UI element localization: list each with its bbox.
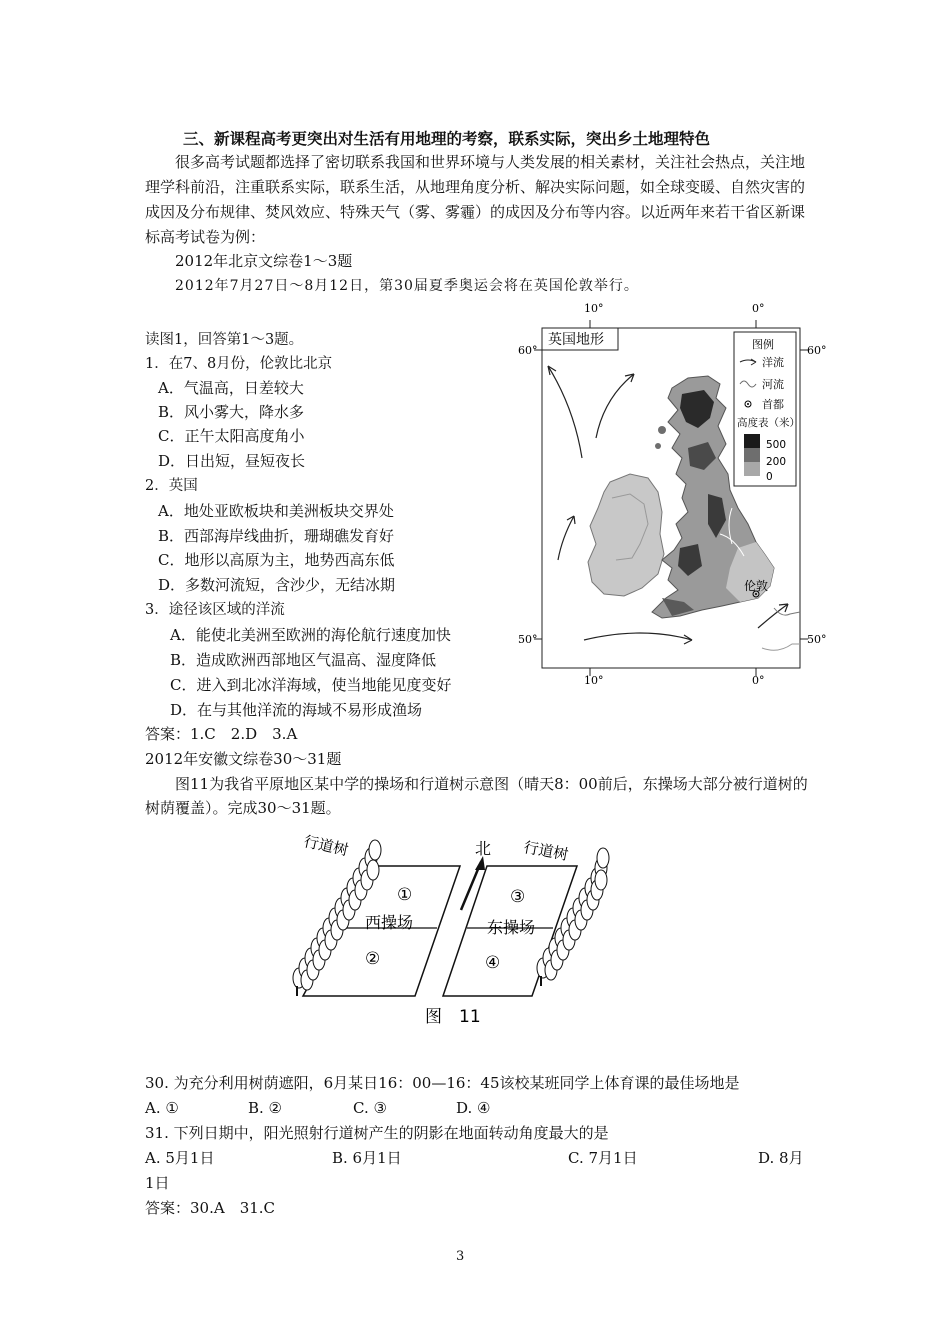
capital-label: 伦敦 (744, 579, 769, 593)
q2-option-a: A．地处亚欧板块和美洲板块交界处 (158, 502, 394, 520)
west-field-label: 西操场 (365, 913, 414, 932)
q30-option-c: C. ③ (353, 1099, 387, 1117)
legend-elev-low: 0 (766, 471, 773, 483)
zone-3-label: ③ (510, 887, 526, 907)
zone-4-label: ④ (485, 953, 501, 973)
q2-stem: 2．英国 (145, 478, 198, 494)
q3-option-c: C．进入到北冰洋海域，使当地能见度变好 (170, 676, 452, 694)
q31-option-b: B. 6月1日 (332, 1149, 402, 1167)
legend-elev-high: 500 (766, 439, 787, 451)
q31-option-d-wrap: 1日 (145, 1174, 170, 1192)
exam1-context: 2012年7月27日～8月12日，第30届夏季奥运会将在英国伦敦举行。 (175, 278, 639, 294)
tree-label-right: 行道树 (522, 838, 570, 864)
zone-2-label: ② (365, 949, 381, 969)
legend-title: 图例 (752, 338, 774, 351)
lon-bottom-left: 10° (584, 674, 604, 687)
section-heading: 三、新课程高考更突出对生活有用地理的考察，联系实际，突出乡土地理特色 (183, 129, 711, 148)
q2-option-d: D．多数河流短，含沙少，无结冰期 (158, 576, 396, 594)
lon-top-left: 10° (584, 302, 604, 315)
figure-11-playground (285, 818, 610, 1028)
q2-option-c: C．地形以高原为主，地势西高东低 (158, 551, 395, 569)
legend-elev-mid: 200 (766, 456, 787, 468)
lon-bottom-right: 0° (752, 674, 765, 687)
legend-river: 河流 (762, 378, 784, 391)
q3-option-a: A．能使北美洲至欧洲的海伦航行速度加快 (170, 626, 451, 644)
tree-label-left: 行道树 (302, 832, 350, 860)
q2-option-b: B．西部海岸线曲折，珊瑚礁发育好 (158, 527, 395, 545)
lat-bottom-right: 50° (807, 633, 827, 646)
map-title: 英国地形 (548, 332, 604, 348)
north-label: 北 (475, 839, 492, 858)
legend-ocean-current: 洋流 (762, 356, 784, 369)
q1-stem: 1．在7、8月份，伦敦比北京 (145, 356, 333, 372)
q31-option-d: D. 8月 (758, 1149, 804, 1167)
legend-elevation-title: 高度表（米） (737, 417, 800, 429)
exam2-source: 2012年安徽文综卷30～31题 (145, 750, 342, 768)
exam1-prompt: 读图1，回答第1～3题。 (145, 332, 304, 348)
east-field-label: 东操场 (487, 918, 536, 937)
q31-option-c: C. 7月1日 (568, 1149, 638, 1167)
q3-option-b: B．造成欧洲西部地区气温高、湿度降低 (170, 651, 437, 669)
legend-capital: 首都 (762, 398, 784, 411)
uk-terrain-map (512, 298, 830, 690)
q1-option-c: C．正午太阳高度角小 (158, 427, 305, 445)
q30-option-b: B. ② (248, 1099, 283, 1117)
page-number: 3 (456, 1249, 465, 1264)
lon-top-right: 0° (752, 302, 765, 315)
q1-option-b: B．风小雾大，降水多 (158, 403, 305, 421)
exam1-source: 2012年北京文综卷1～3题 (175, 252, 353, 270)
exam2-answer: 答案：30.A 31.C (145, 1199, 276, 1217)
q1-option-a: A．气温高，日差较大 (158, 379, 304, 397)
q3-stem: 3．途径该区域的洋流 (145, 602, 285, 618)
zone-1-label: ① (397, 885, 413, 905)
figure-11-caption: 图 11 (425, 1007, 481, 1027)
exam1-answer: 答案：1.C 2.D 3.A (145, 725, 298, 743)
q1-option-d: D．日出短，昼短夜长 (158, 452, 306, 470)
lat-bottom-left: 50° (518, 633, 538, 646)
q3-option-d: D．在与其他洋流的海域不易形成渔场 (170, 701, 423, 719)
q30-stem: 30. 为充分利用树荫遮阳，6月某日16：00—16：45该校某班同学上体育课的最佳场地是 (145, 1074, 740, 1092)
q31-stem: 31. 下列日期中，阳光照射行道树产生的阴影在地面转动角度最大的是 (145, 1124, 609, 1142)
intro-paragraph: 很多高考试题都选择了密切联系我国和世界环境与人类发展的相关素材，关注社会热点，关注地理学科前沿，注重联系实际，联系生活，从地理角度分析、解决实际问题，如全球变暖、自然灾害的成因及分布规律、焚风效应、特殊天气（雾、雾霾）的成因及分布等内容。以近两年来若干省区新课标高考试卷为例： (145, 153, 806, 246)
q30-option-d: D. ④ (456, 1099, 491, 1117)
lat-top-left: 60° (518, 344, 538, 357)
exam2-context: 图11为我省平原地区某中学的操场和行道树示意图（晴天8：00前后，东操场大部分被行道树的树荫覆盖）。完成30～31题。 (145, 775, 808, 817)
q31-option-a: A. 5月1日 (145, 1149, 215, 1167)
q30-option-a: A. ① (145, 1099, 179, 1117)
lat-top-right: 60° (807, 344, 827, 357)
